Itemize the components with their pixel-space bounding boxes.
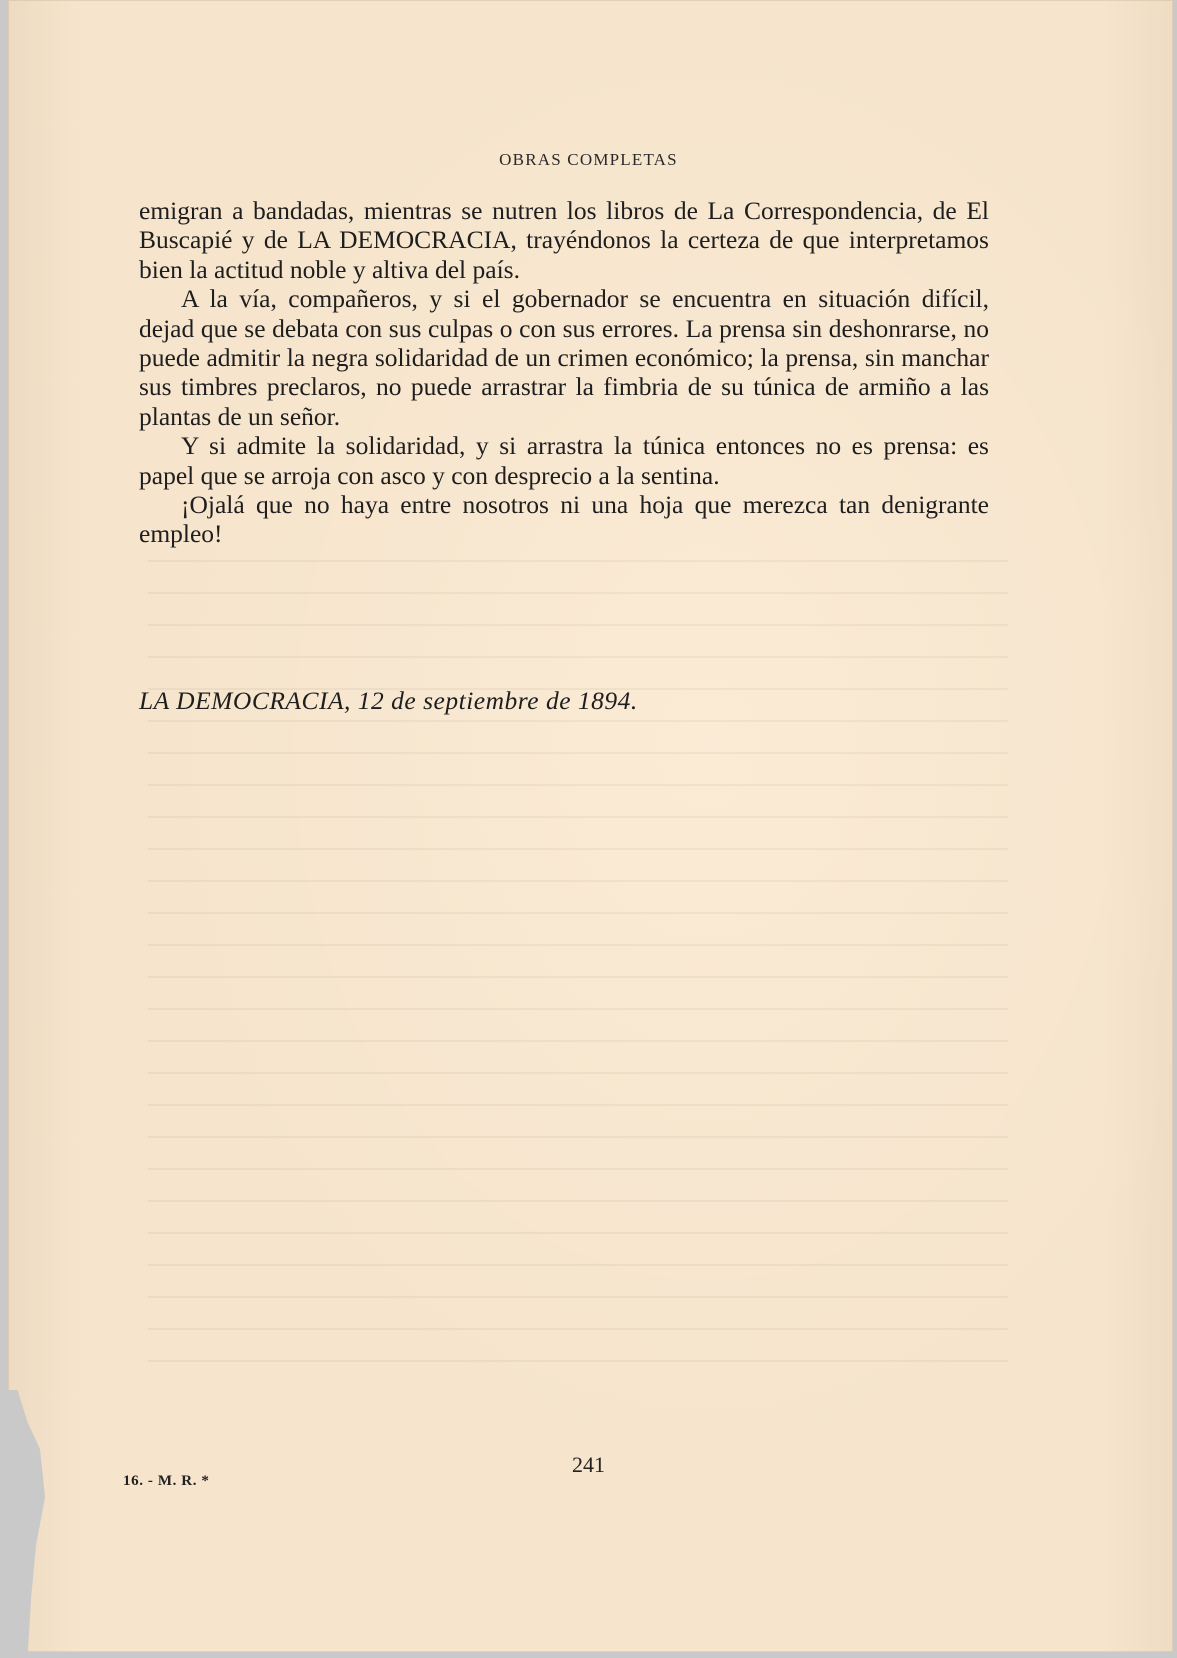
paragraph-2-text: A la vía, compañeros, y si el gobernador se encuentra en situación difícil, dejad que se debata con sus culpas o con sus errores. La prensa sin deshonrarse, no puede admitir la negra solidaridad de un crimen económico; la prensa, sin manchar sus timbres preclaros, no puede arrastrar la fimbria de su túnica de armiño a las plantas de un señor. [139, 284, 989, 431]
page-number: 241 [572, 1452, 605, 1477]
paragraph-3-text: Y si admite la solidaridad, y si arrastra la túnica entonces no es prensa: es papel que se arroja con asco y con desprecio a la sentina. [139, 431, 989, 490]
paragraph-4-text: ¡Ojalá que no haya entre nosotros ni una hoja que merezca tan denigrante empleo! [139, 490, 989, 549]
paragraph-1 [139, 196, 989, 284]
paragraph-3 [139, 431, 989, 490]
body-text [139, 196, 989, 549]
paragraph-4 [139, 490, 989, 549]
show-through-texture [148, 560, 1008, 1380]
paragraph-2 [139, 284, 989, 431]
running-head: OBRAS COMPLETAS [499, 150, 678, 169]
paragraph-1-text: emigran a bandadas, mientras se nutren los libros de La Correspondencia, de El Buscapié y de LA DEMOCRACIA, trayéndonos la certeza de que interpretamos bien la actitud noble y altiva del país. [139, 196, 989, 284]
source-citation: LA DEMOCRACIA, 12 de septiembre de 1894. [139, 686, 638, 715]
printer-signature-mark: 16. - M. R. * [123, 1473, 210, 1489]
